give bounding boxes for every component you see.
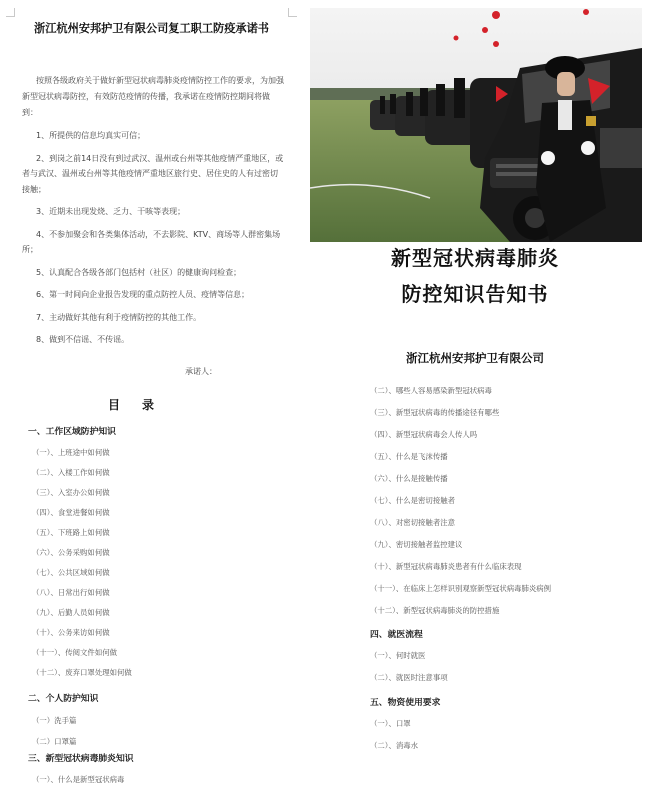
- toc-item: （十二）、废弃口罩处理如何做: [32, 668, 132, 677]
- toc-item: （二）、就医时注意事项: [370, 673, 448, 682]
- toc-item: （一）、口罩: [370, 719, 411, 728]
- toc-item: （八）、对密切接触者注意: [370, 518, 455, 527]
- pledge-item: 2、到岗之前14日没有到过武汉、温州或台州等其他疫情严重地区，或者与武汉、温州或台州等其他疫情严重地区旅行史、居住史的人有过密切接触；: [22, 153, 284, 194]
- toc-item: （一）、何时就医: [370, 651, 426, 660]
- toc-section-heading: 五、物资使用要求: [370, 698, 441, 708]
- crop-mark: [288, 8, 297, 17]
- toc-item: （九）、密切接触者监控建议: [370, 540, 463, 549]
- toc-item: （十二）、新型冠状病毒肺炎的防控措施: [370, 606, 500, 615]
- pledge-item: 7、主动做好其他有利于疫情防控的其他工作。: [36, 312, 202, 322]
- toc-item: （二）、消毒水: [370, 741, 419, 750]
- toc-section-heading: 二、个人防护知识: [28, 694, 99, 704]
- pledge-title: 浙江杭州安邦护卫有限公司复工职工防疫承诺书: [34, 21, 269, 35]
- company-name: 浙江杭州安邦护卫有限公司: [406, 351, 544, 365]
- cover-page: [308, 8, 642, 377]
- toc-item: （十一）、在临床上怎样识别观察新型冠状病毒肺炎病例: [370, 584, 552, 593]
- toc-item: （四）、新型冠状病毒会人传人吗: [370, 430, 478, 439]
- toc-item: （二）、入楼工作如何做: [32, 468, 110, 477]
- cover-title: [308, 240, 642, 312]
- pledge-item: 3、近期未出现发烧、乏力、干咳等表现；: [36, 207, 186, 216]
- toc-item: （一）、什么是新型冠状病毒: [32, 775, 125, 784]
- toc-section-heading: 三、新型冠状病毒肺炎知识: [28, 754, 134, 764]
- crop-mark: [6, 8, 15, 17]
- toc-item: （五）、下班路上如何做: [32, 528, 110, 537]
- pledge-page: [0, 0, 303, 380]
- toc-item: （十一）、传阅文件如何做: [32, 648, 117, 657]
- balloon-icon: [493, 41, 499, 47]
- toc-item: （五）、什么是飞沫传播: [370, 452, 448, 461]
- toc-item: （一）、上班途中如何做: [32, 448, 110, 457]
- toc-item: （七）、什么是密切接触者: [370, 496, 455, 505]
- balloon-icon: [583, 9, 589, 15]
- balloon-icon: [492, 11, 500, 19]
- pledge-item: 1、所提供的信息均真实可信；: [36, 131, 146, 140]
- cover-title-line: 防控知识告知书: [401, 282, 549, 306]
- toc-item: （八）、日常出行如何做: [32, 588, 110, 597]
- toc-item: （三）、新型冠状病毒的传播途径有哪些: [370, 408, 500, 417]
- cover-photo: [310, 8, 642, 242]
- pledge-item: 6、第一时间向企业报告发现的重点防控人员、疫情等信息；: [36, 290, 250, 299]
- toc-title: 目录: [108, 398, 177, 412]
- toc-item: （七）、公共区域如何做: [32, 568, 110, 577]
- toc-item: （一）洗手篇: [32, 716, 77, 725]
- toc-page-right: [308, 387, 642, 787]
- toc-item: （二）、哪些人容易感染新型冠状病毒: [370, 387, 492, 395]
- toc-item: （三）、入室办公如何做: [32, 488, 110, 497]
- toc-section-heading: 四、就医流程: [370, 630, 423, 640]
- toc-item: （六）、什么是接触传播: [370, 474, 448, 483]
- pledge-item: 8、做到不信谣、不传谣。: [36, 335, 130, 344]
- toc-item: （四）、食堂进餐如何做: [32, 508, 110, 517]
- pledge-item: 5、认真配合各级各部门包括村（社区）的健康询问检查；: [36, 267, 242, 277]
- pledge-list: [22, 128, 285, 355]
- toc-item: （十）、新型冠状病毒肺炎患者有什么临床表现: [370, 562, 522, 571]
- balloon-icon: [482, 27, 488, 33]
- toc-item: （二）口罩篇: [32, 737, 77, 746]
- balloon-icon: [454, 36, 459, 41]
- signature-label: 承诺人：: [185, 367, 217, 376]
- pledge-intro: 按照各级政府关于做好新型冠状病毒肺炎疫情防控工作的要求，为加强新型冠状病毒防控，有效防范疫情的传播，我承诺在疫情防控期间将做到：: [22, 76, 284, 117]
- pledge-item: 4、不参加聚会和各类集体活动，不去影院、KTV、商场等人群密集场所；: [22, 229, 281, 254]
- cover-title-line: 新型冠状病毒肺炎: [391, 246, 559, 270]
- toc-item: （十）、公务来访如何做: [32, 628, 110, 637]
- toc-item: （九）、后勤人员如何做: [32, 608, 110, 617]
- toc-item: （六）、公务采购如何做: [32, 548, 110, 557]
- toc-page-left: [0, 384, 303, 787]
- toc-section-heading: 一、工作区域防护知识: [28, 427, 116, 437]
